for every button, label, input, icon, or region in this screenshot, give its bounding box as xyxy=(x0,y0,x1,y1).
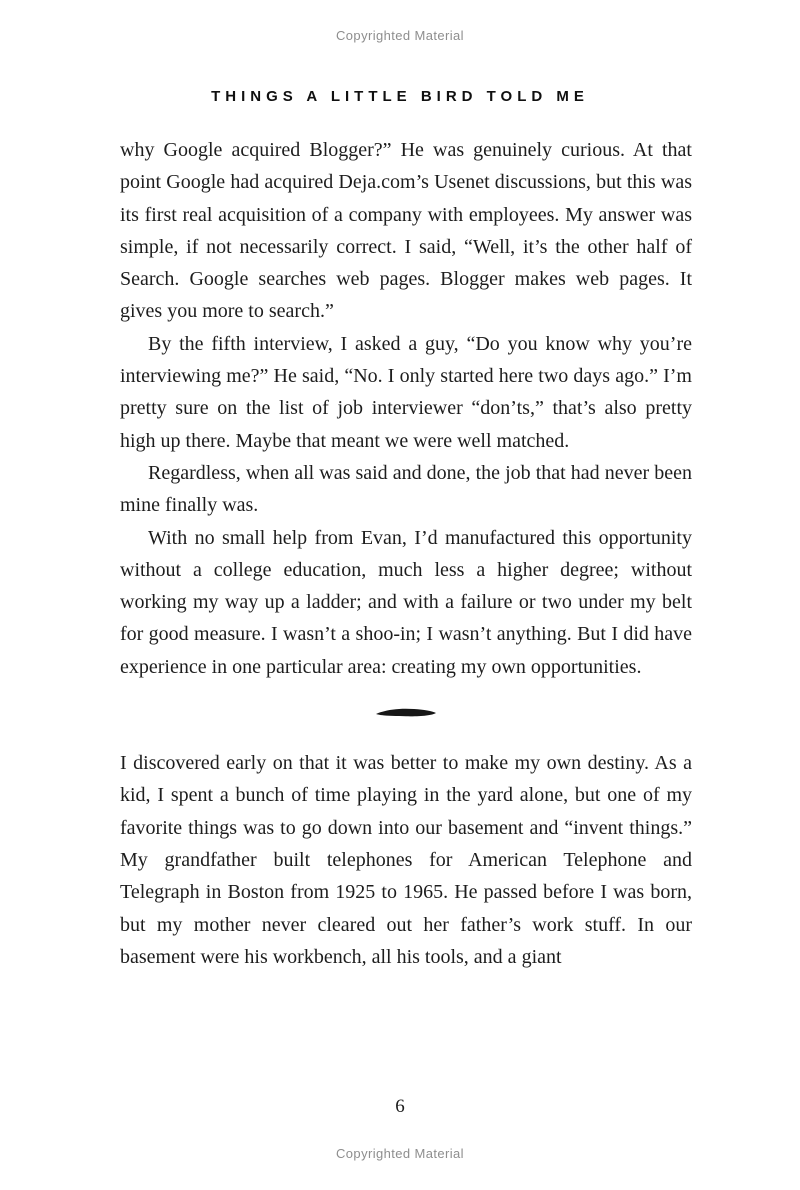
paragraph: why Google acquired Blogger?” He was genuinely curious. At that point Google had acquired Deja.com’s Usenet discussions, but this was its first real acquisition of a company with employees. My answer was simple, if not necessarily correct. I said, “Well, it’s the other half of Search. Google searches web pages. Blogger makes web pages. It gives you more to search.” xyxy=(120,139,692,323)
copyright-notice-bottom: Copyrighted Material xyxy=(336,1146,464,1161)
brush-stroke-dash-icon xyxy=(374,704,438,725)
text-section xyxy=(120,134,692,683)
paragraph: By the fifth interview, I asked a guy, “Do you know why you’re interviewing me?” He said, “No. I only started here two days ago.” I’m pretty sure on the list of job interviewer “don’ts,” that’s also pretty high up there. Maybe that meant we were well matched. xyxy=(120,332,692,452)
text-section xyxy=(120,747,692,973)
paragraph: With no small help from Evan, I’d manufactured this opportunity without a college education, much less a higher degree; without working my way up a ladder; and with a failure or two under my belt for good measure. I wasn’t a shoo-in; I wasn’t anything. But I did have experience in one particular area: creating my own opportunities. xyxy=(120,526,692,678)
section-divider xyxy=(120,706,692,722)
page-number: 6 xyxy=(395,1096,405,1117)
copyright-notice-top: Copyrighted Material xyxy=(336,28,464,43)
running-header: THINGS A LITTLE BIRD TOLD ME xyxy=(211,88,589,105)
paragraph: I discovered early on that it was better to make my own destiny. As a kid, I spent a bunch of time playing in the yard alone, but one of my favorite things was to go down into our basement and “invent things.” My grandfather built telephones for American Telephone and Telegraph in Boston from 1925 to 1965. He passed before I was born, but my mother never cleared out her father’s work stuff. In our basement were his workbench, all his tools, and a giant xyxy=(120,752,692,968)
paragraph: Regardless, when all was said and done, the job that had never been mine finally was. xyxy=(120,461,692,517)
page-body xyxy=(120,134,692,973)
